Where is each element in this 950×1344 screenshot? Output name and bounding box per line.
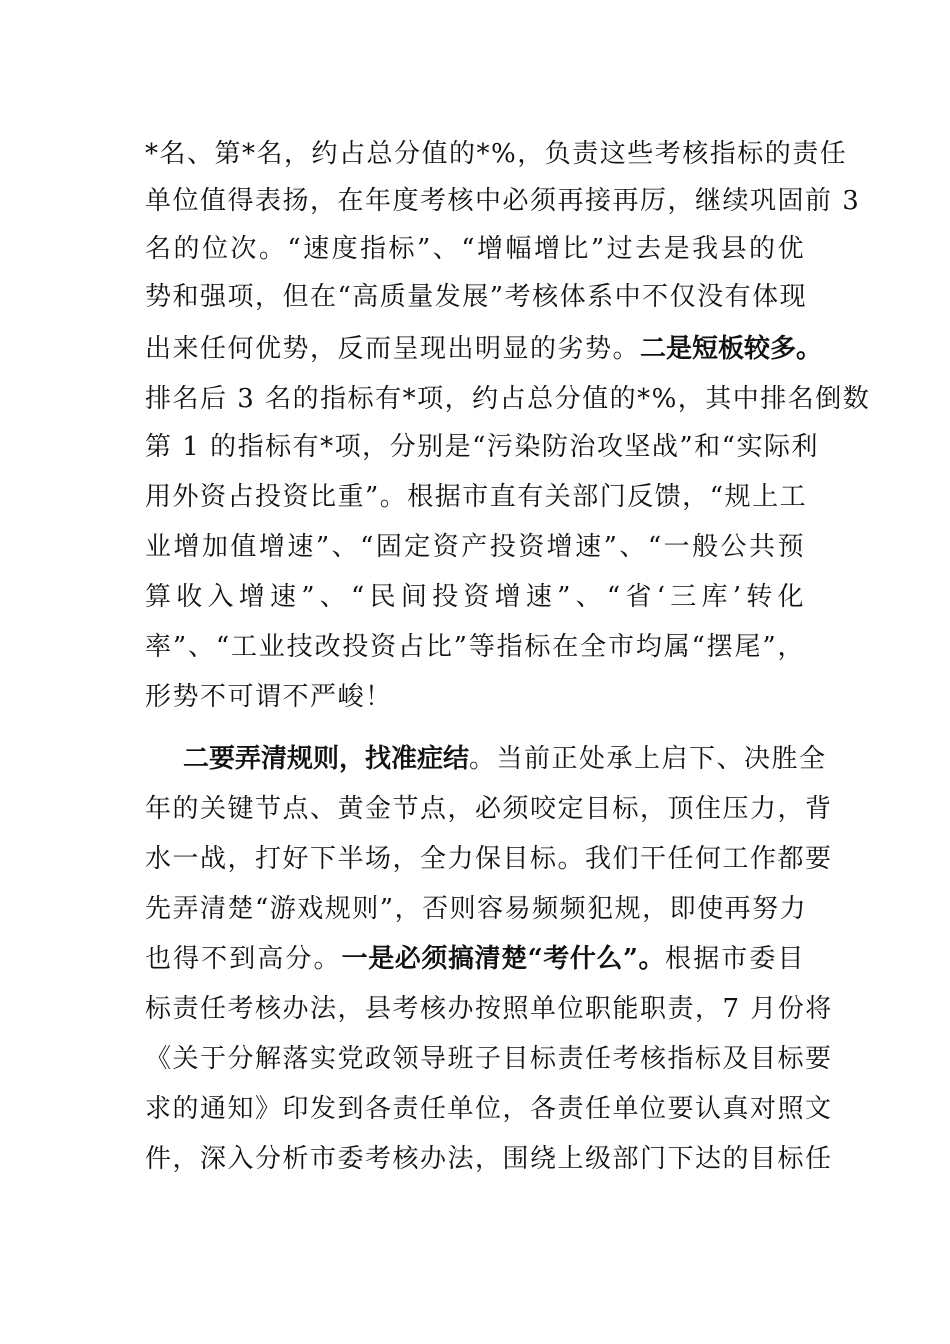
- text-line: 第 1 的指标有*项，分别是“污染防治攻坚战”和“实际利: [145, 432, 819, 462]
- text-line: 势和强项，但在“高质量发展”考核体系中不仅没有体现: [145, 282, 808, 312]
- text-line: 排名后 3 名的指标有*项，约占总分值的*%，其中排名倒数: [145, 384, 871, 414]
- text-line: 名的位次。“速度指标”、“增幅增比”过去是我县的优: [145, 234, 805, 264]
- text-line: 水一战，打好下半场，全力保目标。我们干任何工作都要: [145, 844, 833, 874]
- text-line: 率”、“工业技改投资占比”等指标在全市均属“摆尾”，: [145, 632, 805, 662]
- text-line: 形势不可谓不严峻！: [145, 682, 393, 712]
- text-run: 根据市委目: [665, 944, 805, 974]
- emphasis-text: 一是必须搞清楚“考什么”。: [341, 944, 666, 974]
- text-line: [183, 735, 827, 783]
- text-line: 算收入增速”、“民间投资增速”、“省‘三库’转化: [145, 582, 805, 612]
- section-heading: 二要弄清规则，找准症结: [183, 744, 470, 774]
- emphasis-text: 二是短板较多。: [640, 334, 823, 364]
- text-line: 业增加值增速”、“固定资产投资增速”、“一般公共预: [145, 532, 805, 562]
- text-line: *名、第*名，约占总分值的*%，负责这些考核指标的责任: [145, 139, 848, 169]
- text-line: 求的通知》印发到各责任单位，各责任单位要认真对照文: [145, 1094, 833, 1124]
- text-line: 标责任考核办法，县考核办按照单位职能职责，7 月份将: [145, 994, 833, 1024]
- text-line: 单位值得表扬，在年度考核中必须再接再厉，继续巩固前 3: [145, 186, 861, 216]
- text-line: [145, 935, 805, 983]
- text-run: 也得不到高分。: [145, 944, 342, 974]
- text-run: 。当前正处承上启下、决胜全: [469, 744, 827, 774]
- text-run: 出来任何优势，反而呈现出明显的劣势。: [145, 334, 641, 364]
- text-line: 先弄清楚“游戏规则”，否则容易频频犯规，即使再努力: [145, 894, 808, 924]
- text-line: 年的关键节点、黄金节点，必须咬定目标，顶住压力，背: [145, 794, 833, 824]
- text-line: 《关于分解落实党政领导班子目标责任考核指标及目标要: [145, 1044, 833, 1074]
- text-line: 件，深入分析市委考核办法，围绕上级部门下达的目标任: [145, 1144, 833, 1174]
- text-line: 用外资占投资比重”。根据市直有关部门反馈，“规上工: [145, 482, 808, 512]
- text-line: [145, 325, 823, 373]
